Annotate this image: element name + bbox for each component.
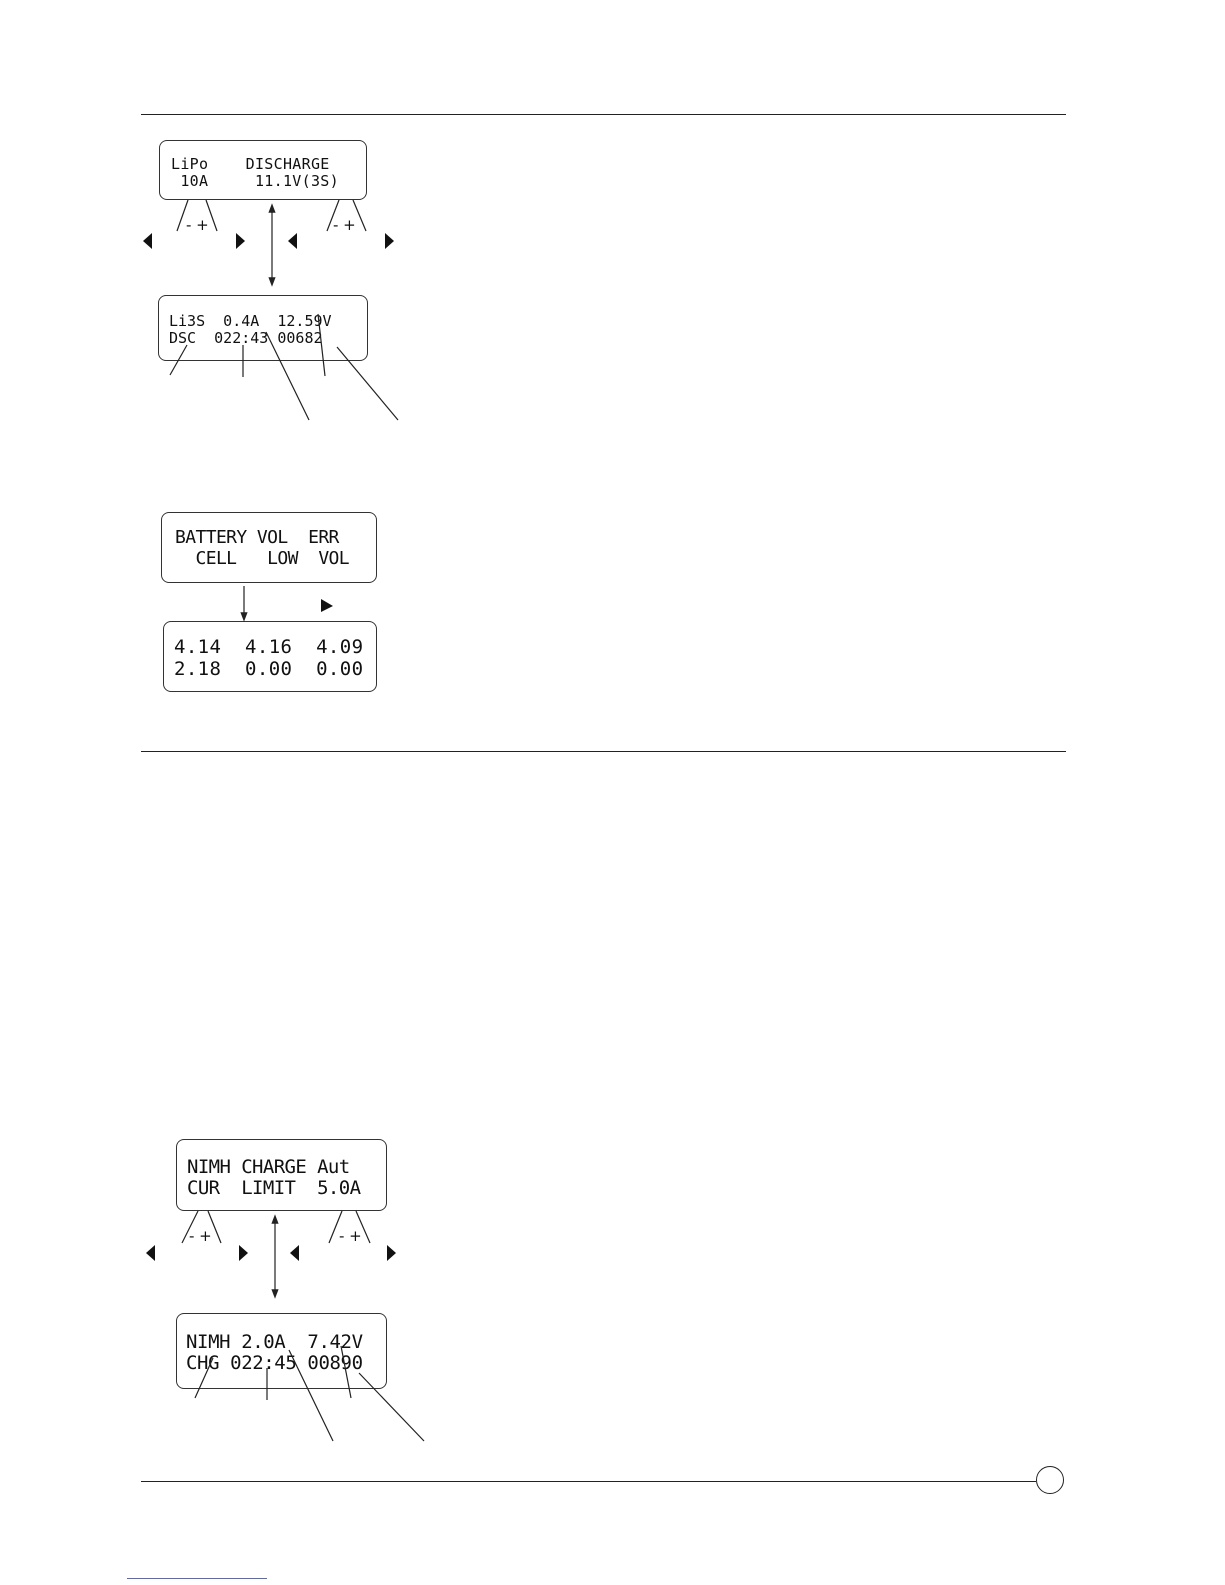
lcd-charge-setup	[176, 1139, 387, 1211]
minus-plus-label-right: - +	[333, 216, 356, 234]
lcd-line-2: CUR LIMIT 5.0A	[187, 1177, 361, 1199]
page-number-badge	[1036, 1466, 1064, 1494]
right-arrow-icon	[321, 599, 333, 612]
right-arrow-icon	[387, 1245, 396, 1261]
left-arrow-icon	[288, 233, 297, 249]
left-arrow-icon	[290, 1245, 299, 1261]
lcd-cell-voltages	[163, 621, 377, 692]
lcd-line-1: Li3S 0.4A 12.59V	[169, 312, 332, 330]
lcd-discharge-setup	[159, 140, 367, 200]
lcd-line-2: CELL LOW VOL	[175, 548, 350, 569]
top-rule	[141, 114, 1066, 115]
right-arrow-icon	[236, 233, 245, 249]
lcd-line-1: LiPo DISCHARGE	[171, 155, 330, 173]
lcd-line-2: DSC 022:43 00682	[169, 329, 323, 347]
minus-plus-label-left: - +	[186, 216, 209, 234]
lcd-line-2: 10A 11.1V(3S)	[171, 172, 339, 190]
right-arrow-icon	[385, 233, 394, 249]
lcd-line-1: NIMH CHARGE Aut	[187, 1156, 350, 1178]
lcd-discharge-status	[158, 295, 368, 361]
bottom-rule	[141, 1481, 1036, 1482]
lcd-line-1: BATTERY VOL ERR	[175, 527, 339, 548]
minus-plus-label-left: - +	[189, 1227, 212, 1245]
lcd-line-1: 4.14 4.16 4.09	[174, 636, 364, 658]
lcd-line-2: 2.18 0.00 0.00	[174, 658, 364, 680]
lcd-battery-error	[161, 512, 377, 583]
middle-rule	[141, 751, 1066, 752]
minus-plus-label-right: - +	[339, 1227, 362, 1245]
hyperlink-underline[interactable]	[127, 1578, 267, 1579]
lcd-line-1: NIMH 2.0A 7.42V	[186, 1331, 363, 1353]
left-arrow-icon	[146, 1245, 155, 1261]
lcd-line-2: CHG 022:45 00890	[186, 1352, 363, 1374]
right-arrow-icon	[239, 1245, 248, 1261]
lcd-charge-status	[176, 1313, 387, 1389]
left-arrow-icon	[143, 233, 152, 249]
